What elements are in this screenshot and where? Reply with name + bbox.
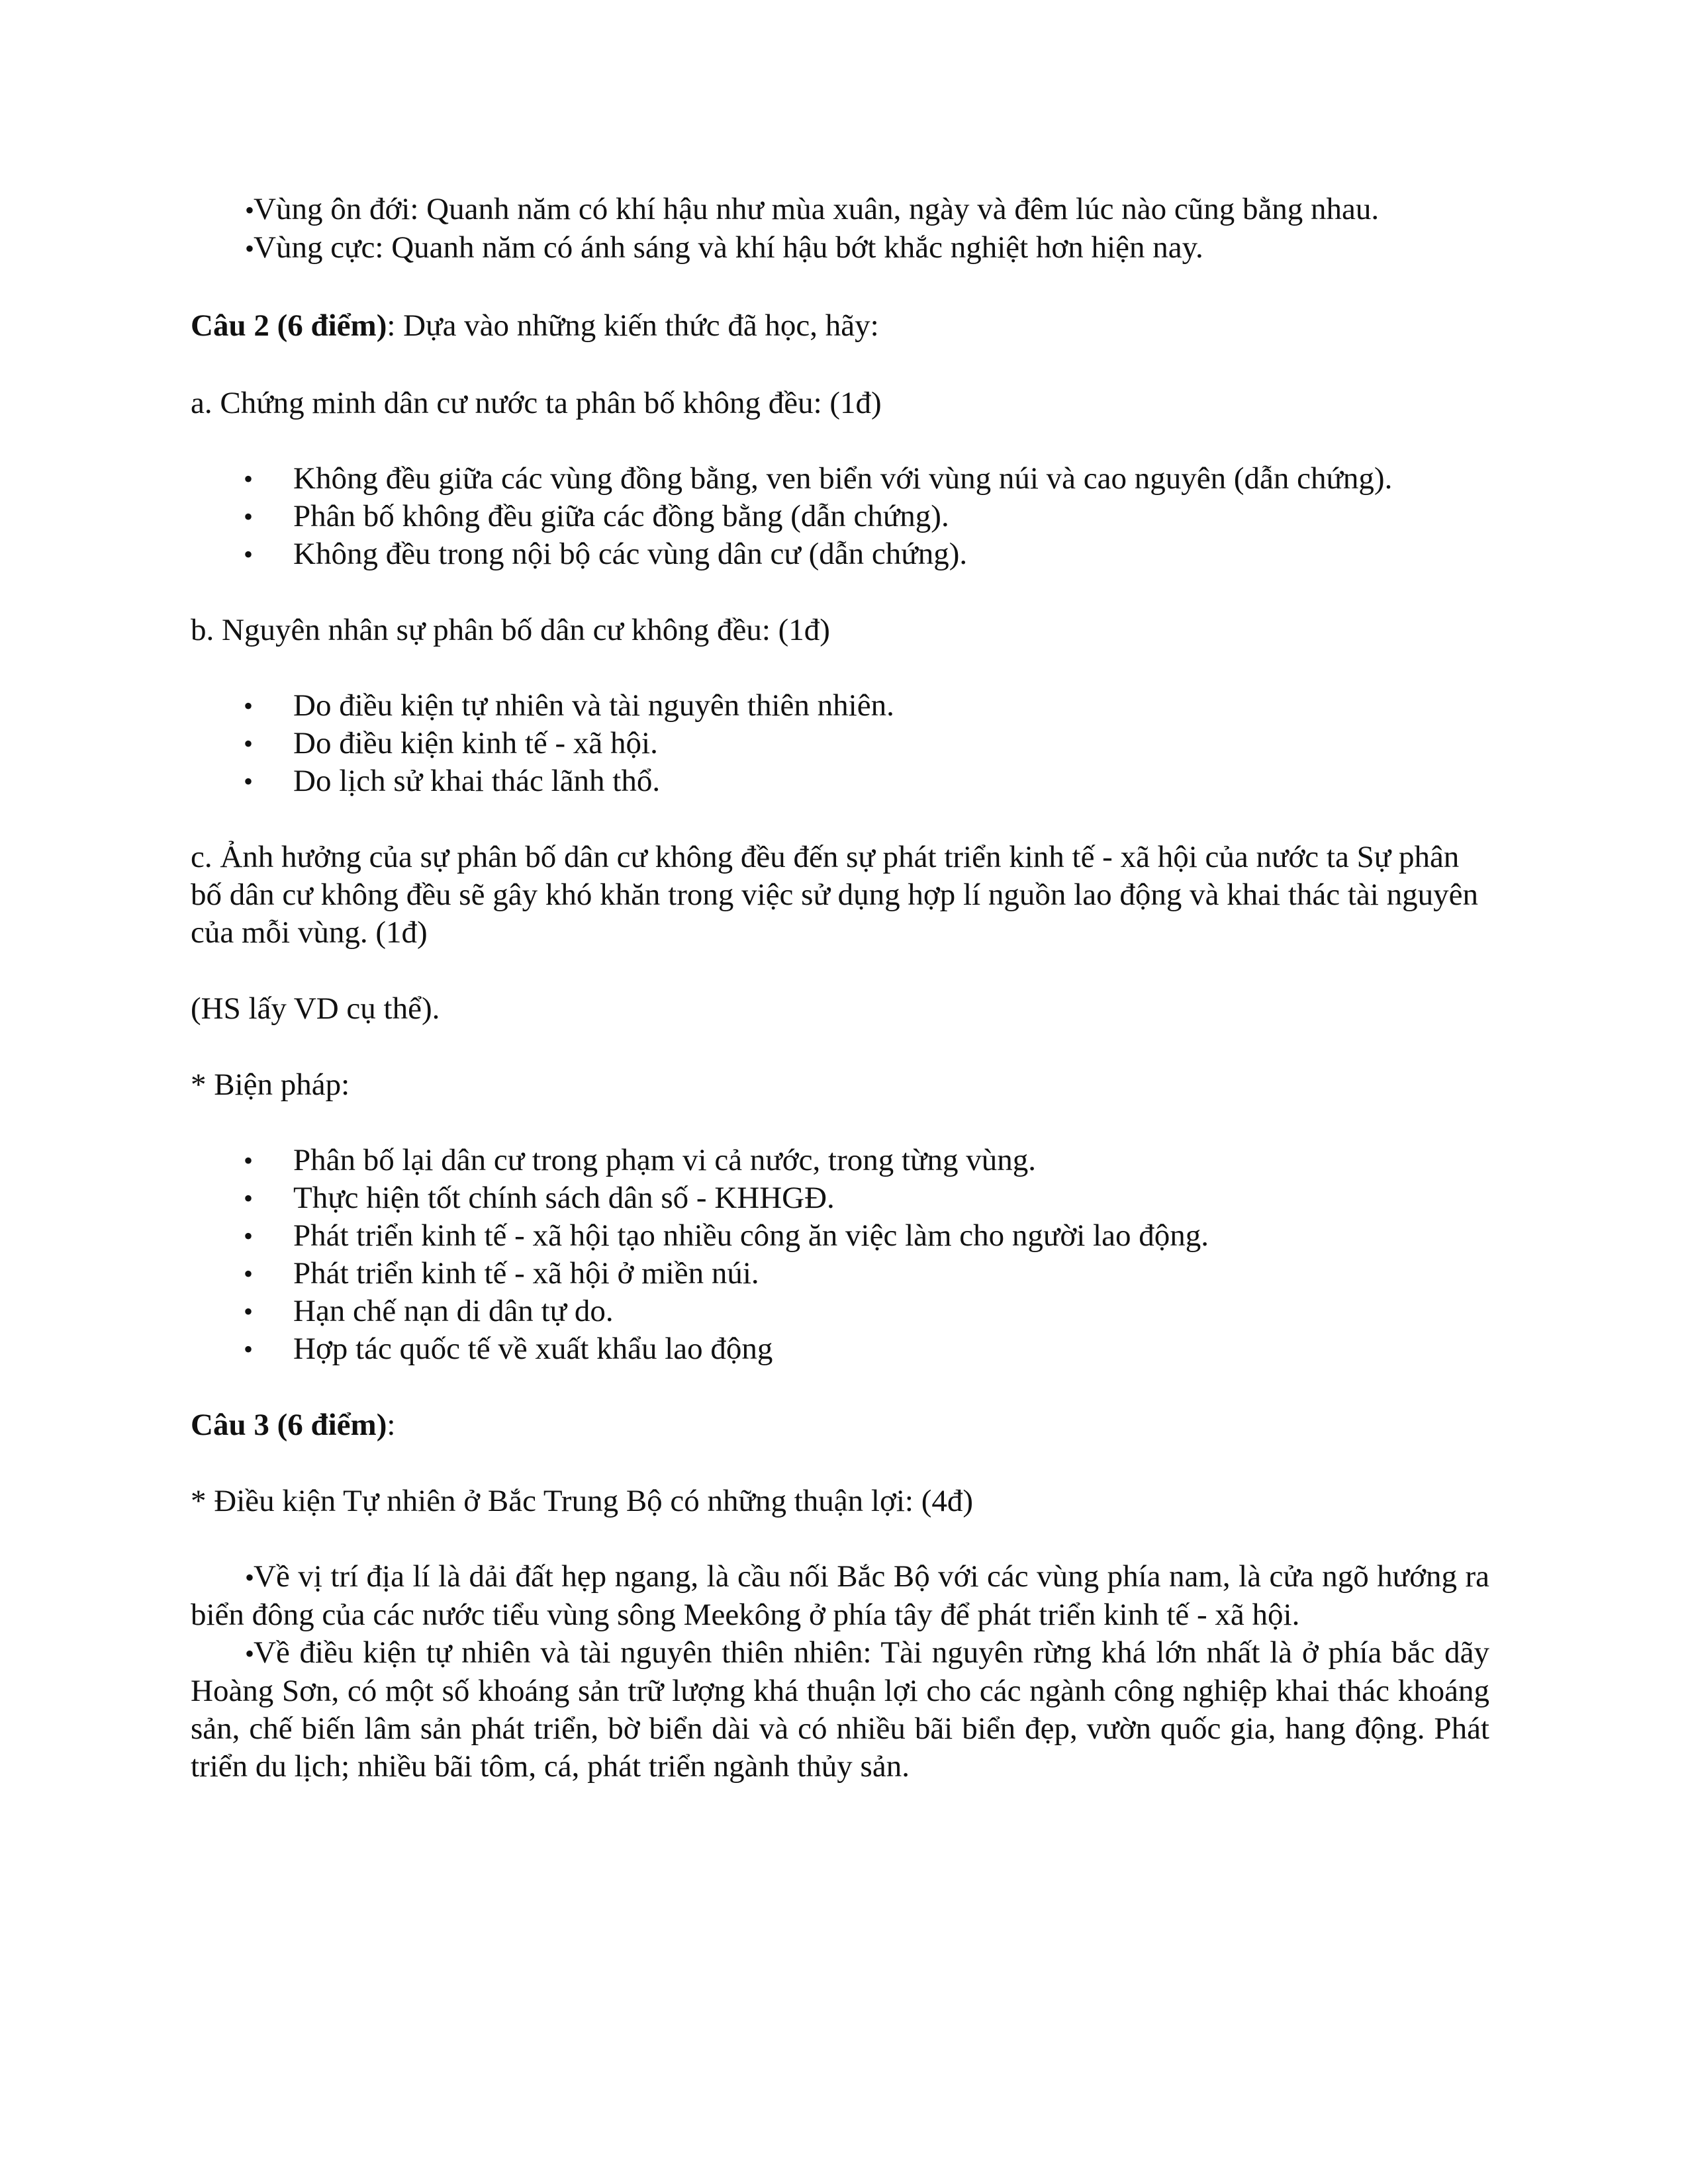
list-item: • Hạn chế nạn di dân tự do.: [191, 1293, 1489, 1330]
question-2-heading: [191, 307, 1489, 345]
list-item: • Do lịch sử khai thác lãnh thổ.: [191, 762, 1489, 800]
bullet-icon: •: [245, 1563, 255, 1592]
question-2-title: Câu 2 (6 điểm): [191, 308, 387, 343]
question-3-title: Câu 3 (6 điểm): [191, 1408, 387, 1442]
question-2-prompt: : Dựa vào những kiến thức đã học, hãy:: [387, 308, 879, 343]
list-item: • Thực hiện tốt chính sách dân số - KHHGĐ.: [191, 1179, 1489, 1217]
bullet-icon: •: [245, 234, 255, 263]
list-item: • Do điều kiện tự nhiên và tài nguyên thiên nhiên.: [191, 687, 1489, 725]
list-item: •Vùng cực: Quanh năm có ánh sáng và khí hậu bớt khắc nghiệt hơn hiện nay.: [191, 229, 1489, 267]
list-item: •Về vị trí địa lí là dải đất hẹp ngang, là cầu nối Bắc Bộ với các vùng phía nam, là cửa ngõ hướng ra biển đông của các nước tiểu vùng sông Meekông ở phía tây để phát triển kinh tế - xã hội.: [191, 1559, 1489, 1632]
section-a-list: [191, 460, 1489, 573]
question-3-prompt: :: [387, 1408, 396, 1442]
question-3-heading: [191, 1406, 1489, 1444]
bullet-icon: •: [245, 195, 255, 225]
list-item: • Hợp tác quốc tế về xuất khẩu lao động: [191, 1330, 1489, 1368]
list-item: •Về điều kiện tự nhiên và tài nguyên thiên nhiên: Tài nguyên rừng khá lớn nhất là ở phía bắc dãy Hoàng Sơn, có một số khoáng sản trữ lượng khá thuận lợi cho các ngành công nghiệp khai thác khoáng sản, chế biến lâm sản phát triển, bờ biển dài và có nhiều bãi biển đẹp, vườn quốc gia, hang động. Phát triển du lịch; nhiều bãi tôm, cá, phát triển ngành thủy sản.: [191, 1635, 1489, 1784]
section-b-list: [191, 687, 1489, 800]
section-b-heading: b. Nguyên nhân sự phân bố dân cư không đều: (1đ): [191, 613, 830, 647]
question-3-subheading: * Điều kiện Tự nhiên ở Bắc Trung Bộ có những thuận lợi: (4đ): [191, 1484, 973, 1518]
student-note: (HS lấy VD cụ thể).: [191, 991, 440, 1026]
list-item: •Vùng ôn đới: Quanh năm có khí hậu như mùa xuân, ngày và đêm lúc nào cũng bằng nhau.: [191, 191, 1489, 229]
measures-heading: * Biện pháp:: [191, 1068, 350, 1102]
section-c-paragraph: c. Ảnh hưởng của sự phân bố dân cư không đều đến sự phát triển kinh tế - xã hội của nước ta Sự phân bố dân cư không đều sẽ gây khó khăn trong việc sử dụng hợp lí nguồn lao động và khai thác tài nguyên của mỗi vùng. (1đ): [191, 840, 1478, 950]
measures-list: [191, 1142, 1489, 1368]
list-item: • Phát triển kinh tế - xã hội ở miền núi.: [191, 1255, 1489, 1293]
list-item: • Không đều giữa các vùng đồng bằng, ven biển với vùng núi và cao nguyên (dẫn chứng).: [191, 460, 1489, 498]
list-item: • Phát triển kinh tế - xã hội tạo nhiều công ăn việc làm cho người lao động.: [191, 1217, 1489, 1255]
climate-zone-list: [191, 191, 1489, 267]
bullet-icon: •: [245, 1639, 255, 1668]
list-item: • Do điều kiện kinh tế - xã hội.: [191, 725, 1489, 762]
document-page: [191, 191, 1489, 1786]
list-item: • Phân bố không đều giữa các đồng bằng (dẫn chứng).: [191, 498, 1489, 535]
question-3-list: [191, 1558, 1489, 1786]
list-item: • Phân bố lại dân cư trong phạm vi cả nước, trong từng vùng.: [191, 1142, 1489, 1179]
section-a-heading: a. Chứng minh dân cư nước ta phân bố không đều: (1đ): [191, 386, 882, 420]
list-item: • Không đều trong nội bộ các vùng dân cư (dẫn chứng).: [191, 535, 1489, 573]
